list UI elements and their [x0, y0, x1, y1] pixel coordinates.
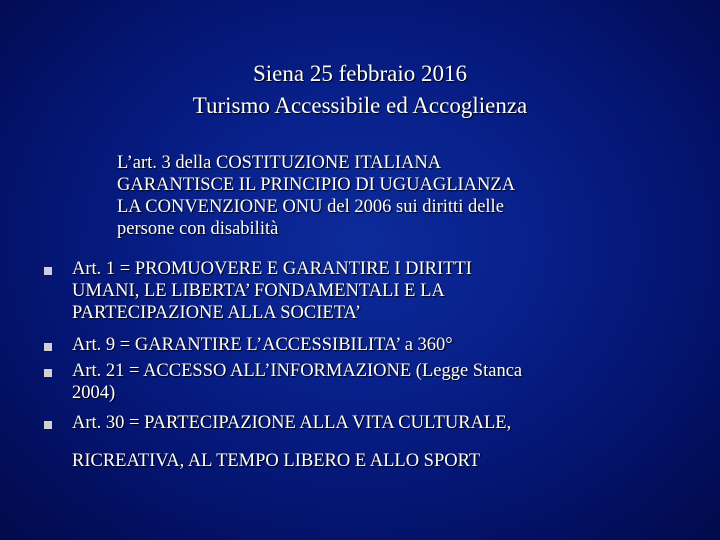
- title-line-date: Siena 25 febbraio 2016: [253, 61, 467, 86]
- bullet-line: Art. 9 = GARANTIRE L’ACCESSIBILITA’ a 360°: [72, 335, 453, 355]
- bullet-line: PARTECIPAZIONE ALLA SOCIETA’: [72, 303, 361, 323]
- intro-line: persone con disabilità: [117, 219, 279, 239]
- bullet-item-art1: [72, 258, 472, 324]
- bullet-item-art21: [72, 360, 522, 404]
- intro-line: LA CONVENZIONE ONU del 2006 sui diritti delle: [117, 197, 504, 217]
- bullet-line: 2004): [72, 383, 116, 403]
- bullet-item-art30: [72, 412, 511, 472]
- bullet-line: Art. 1 = PROMUOVERE E GARANTIRE I DIRITTI: [72, 259, 472, 279]
- square-bullet-icon: [42, 418, 56, 432]
- title-line-subject: Turismo Accessibile ed Accoglienza: [192, 93, 528, 118]
- bullet-item-art9: [72, 334, 453, 356]
- square-bullet-icon: [42, 264, 56, 278]
- bullet-line: Art. 30 = PARTECIPAZIONE ALLA VITA CULTURALE,: [72, 413, 512, 433]
- bullet-line: Art. 21 = ACCESSO ALL’INFORMAZIONE (Legge Stanca: [72, 361, 523, 381]
- intro-line: GARANTISCE IL PRINCIPIO DI UGUAGLIANZA: [117, 175, 516, 195]
- intro-line: L’art. 3 della COSTITUZIONE ITALIANA: [117, 153, 442, 173]
- square-bullet-icon: [42, 340, 56, 354]
- square-bullet-icon: [42, 366, 56, 380]
- bullet-line: UMANI, LE LIBERTA’ FONDAMENTALI E LA: [72, 281, 445, 301]
- bullet-line: RICREATIVA, AL TEMPO LIBERO E ALLO SPORT: [72, 451, 481, 471]
